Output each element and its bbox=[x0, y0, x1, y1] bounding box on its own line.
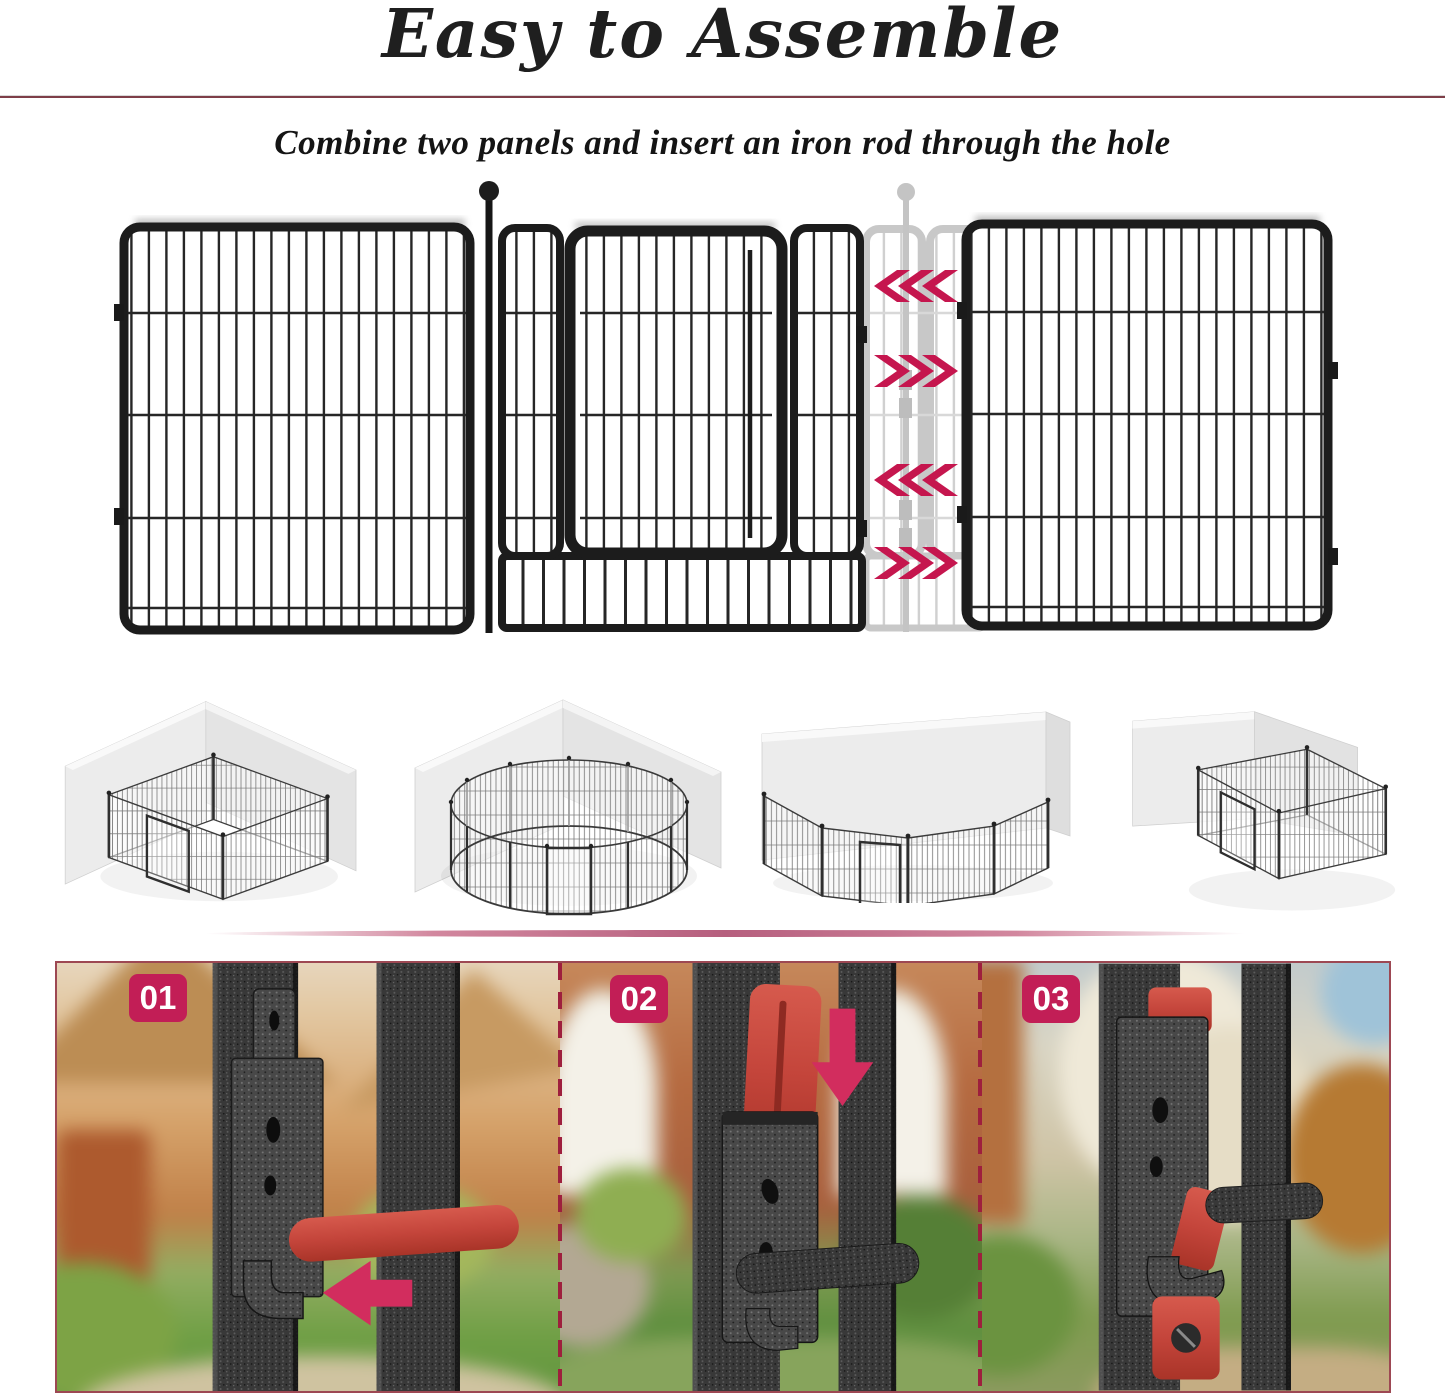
bottom-skirt bbox=[502, 556, 862, 628]
decorative-pink-line bbox=[205, 930, 1245, 937]
gate-door bbox=[570, 231, 782, 553]
config-open-pen-along-wall bbox=[748, 678, 1113, 903]
iron-rod-with-ball bbox=[479, 181, 499, 633]
connector-lug bbox=[957, 302, 967, 319]
pen-door bbox=[547, 848, 591, 914]
title-divider-line bbox=[0, 95, 1445, 98]
connector-lug bbox=[957, 506, 967, 523]
assembly-steps-photo bbox=[55, 961, 1391, 1393]
config-circular-pen bbox=[405, 672, 735, 917]
pen-door bbox=[860, 842, 900, 903]
step-number-badge: 03 bbox=[1022, 975, 1080, 1023]
hook-bracket bbox=[722, 1112, 817, 1342]
fence-post bbox=[1241, 964, 1291, 1391]
step-1-panel bbox=[57, 963, 560, 1391]
connector-lug bbox=[1328, 548, 1338, 565]
step-number-badge: 02 bbox=[610, 975, 668, 1023]
step-1-mechanism bbox=[57, 963, 560, 1391]
door-panel-unit bbox=[502, 228, 867, 628]
step-2-mechanism bbox=[560, 963, 982, 1391]
page-subtitle: Combine two panels and insert an iron rod through the hole bbox=[274, 123, 1171, 162]
config-small-pen-beside-wall bbox=[1112, 678, 1412, 918]
locked-rod bbox=[1205, 1182, 1324, 1224]
dashed-separator bbox=[978, 963, 982, 1391]
right-fence-panel bbox=[957, 224, 1338, 626]
page-title: Easy to Assemble bbox=[381, 0, 1064, 73]
connector-lug bbox=[114, 304, 124, 321]
step-2-panel bbox=[560, 963, 982, 1391]
left-fence-panel bbox=[114, 227, 470, 630]
connector-lug bbox=[856, 326, 867, 343]
connector-lug bbox=[114, 508, 124, 525]
step-number-badge: 01 bbox=[129, 974, 187, 1022]
fence-post bbox=[377, 963, 460, 1391]
step-3-panel bbox=[982, 963, 1389, 1391]
step-3-mechanism bbox=[982, 963, 1389, 1391]
connector-lug bbox=[856, 520, 867, 537]
panel-connection-diagram bbox=[0, 180, 1445, 665]
dashed-separator bbox=[558, 963, 562, 1391]
config-square-pen-corner bbox=[55, 675, 370, 905]
connector-lug bbox=[1328, 362, 1338, 379]
